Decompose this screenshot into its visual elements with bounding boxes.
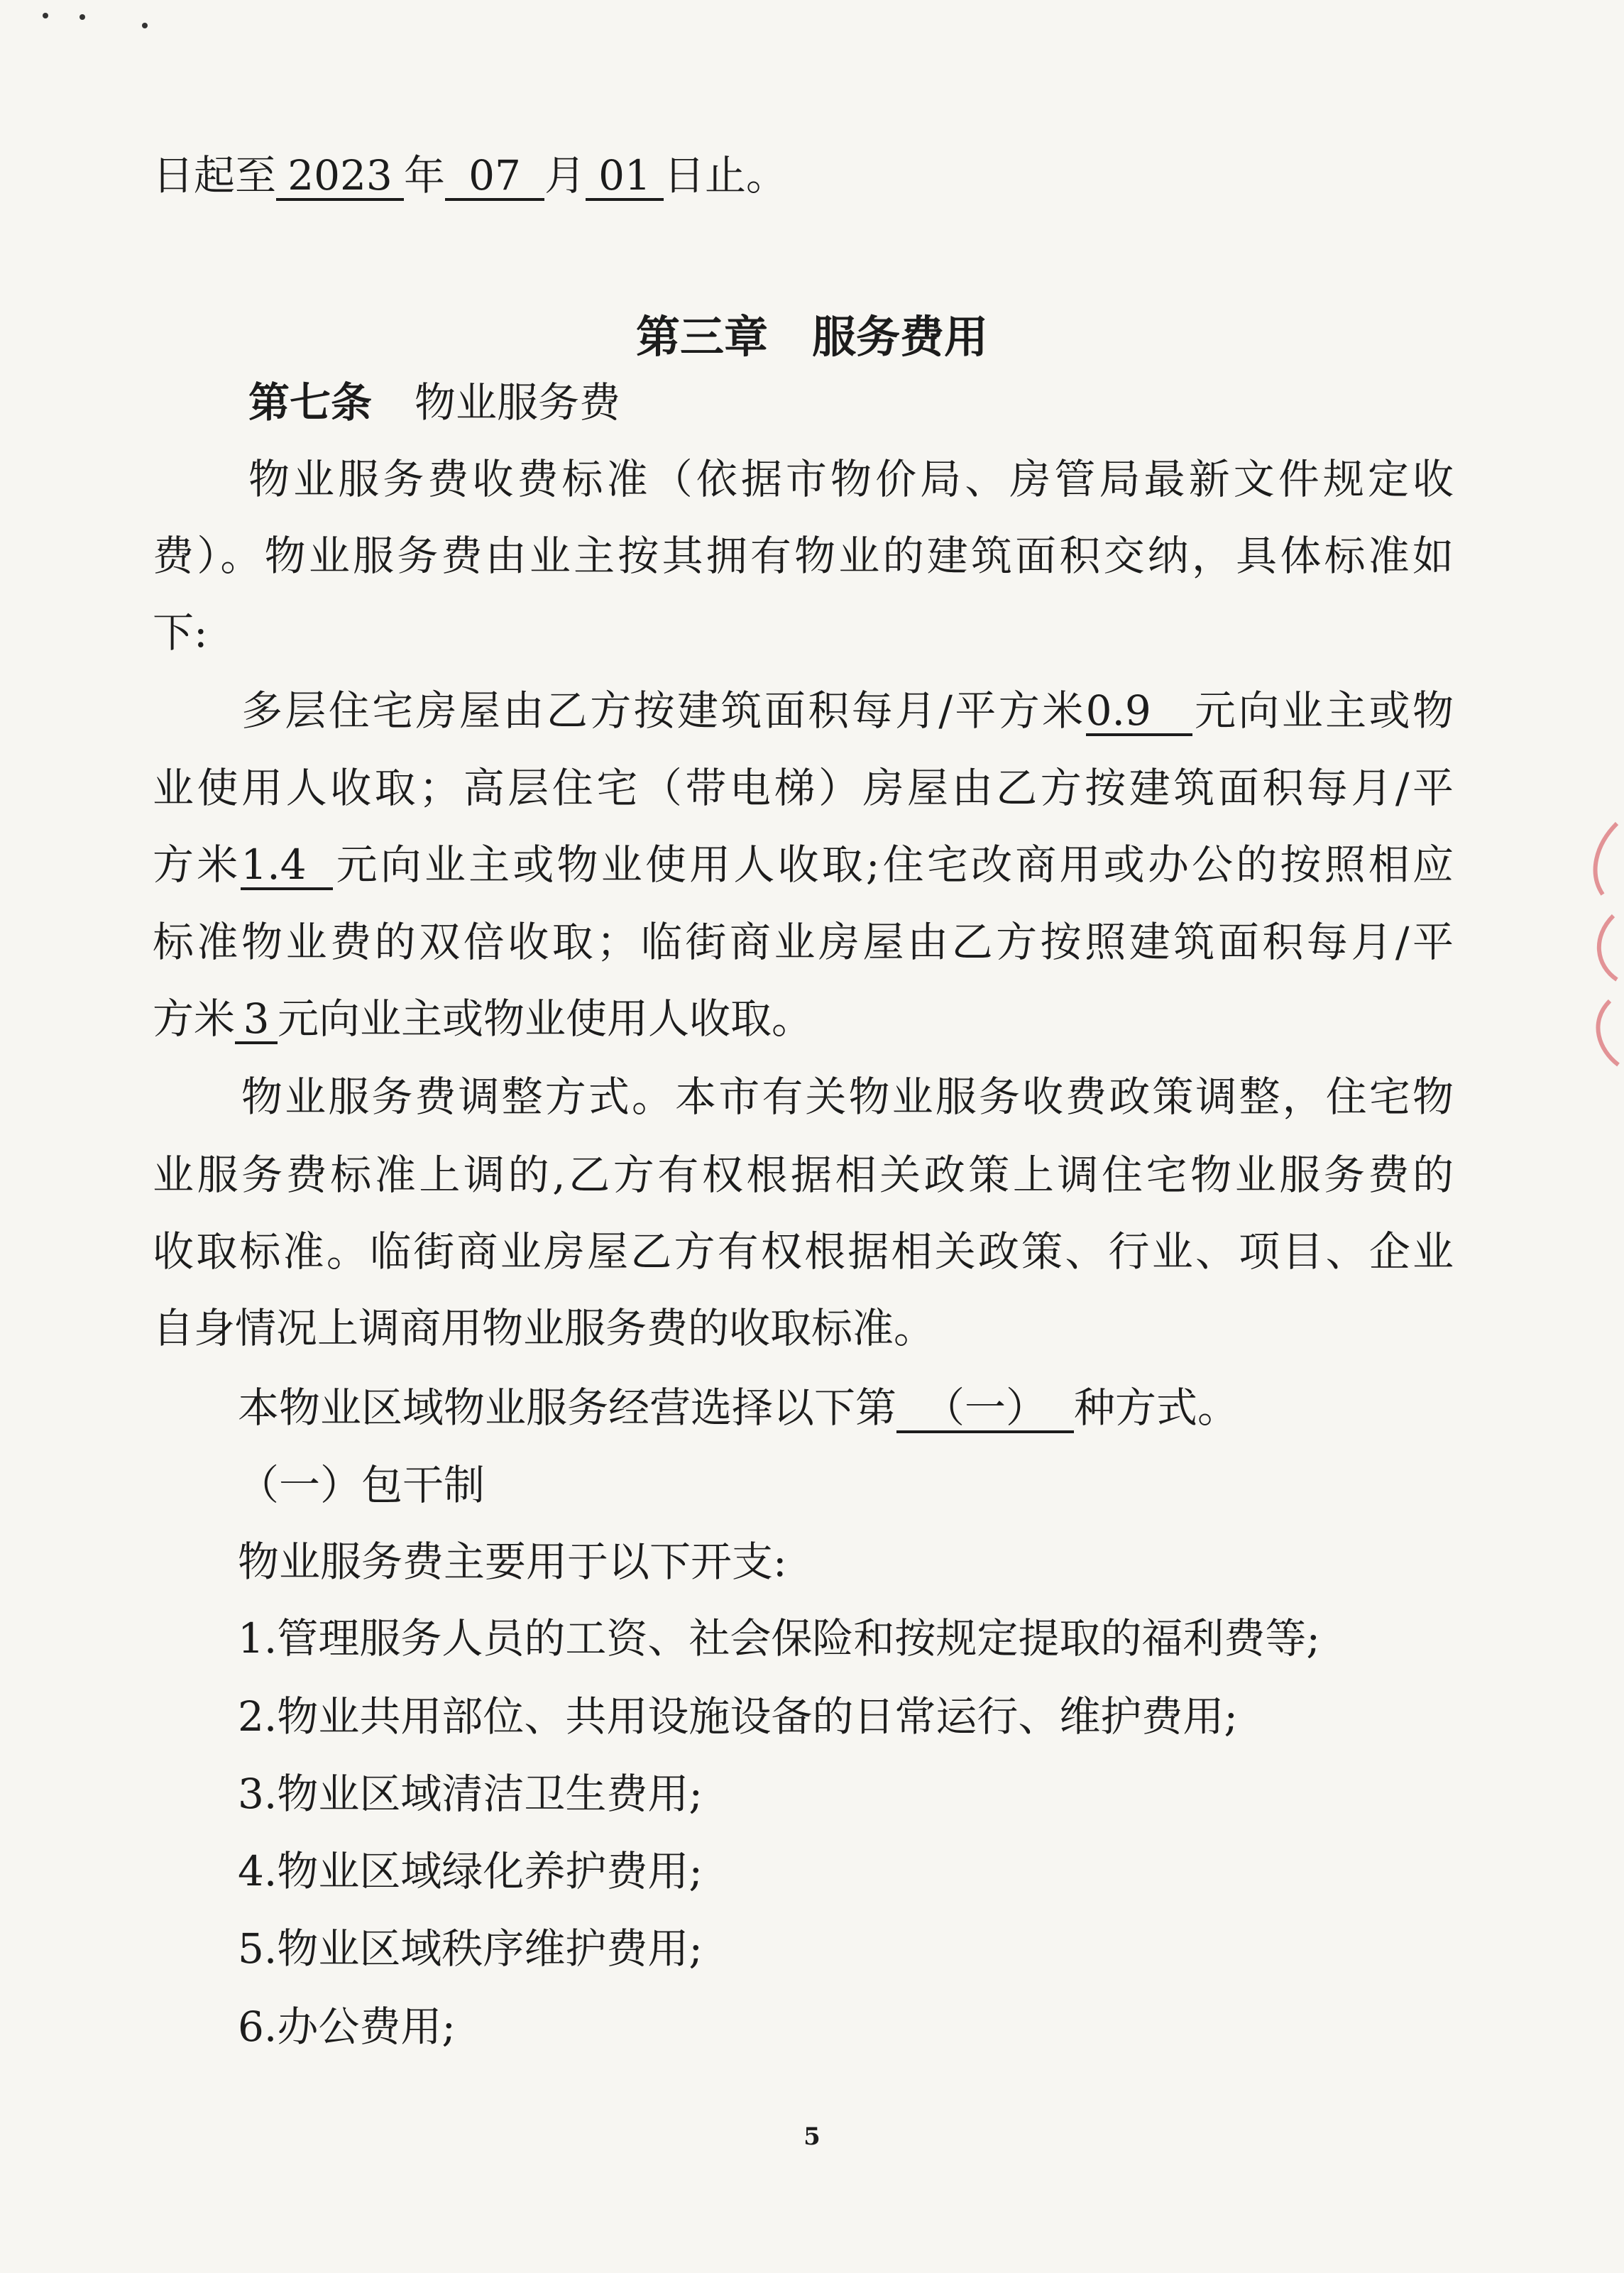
fee-text: 元向业主或物业使用人收取;住宅改商用或办公的按照相应 [333, 840, 1454, 889]
month-value: 07 [445, 153, 544, 201]
paragraph-line: 业服务费标准上调的,乙方有权根据相关政策上调住宅物业服务费的 [153, 1151, 1454, 1199]
paragraph-line: 业使用人收取；高层住宅（带电梯）房屋由乙方按建筑面积每月/平 [153, 764, 1454, 812]
fee-line-multistorey [241, 686, 1454, 736]
chapter-title: 第三章 服务费用 [635, 311, 988, 363]
year-value: 2023 [276, 153, 404, 201]
day-value: 01 [586, 153, 664, 201]
article-heading [248, 378, 1454, 427]
paragraph-line: 物业服务费收费标准（依据市物价局、房管局最新文件规定收 [248, 455, 1454, 503]
fee-commercial-value: 3 [235, 996, 278, 1044]
list-item: 6.办公费用; [238, 2003, 456, 2051]
scan-speck [79, 14, 85, 20]
month-label: 月 [544, 151, 586, 199]
fee-text: 多层住宅房屋由乙方按建筑面积每月/平方米 [241, 686, 1086, 735]
scan-speck [43, 13, 48, 18]
list-item: 4.物业区域绿化养护费用; [238, 1847, 703, 1895]
year-label: 年 [404, 151, 446, 199]
list-item: 3.物业区域清洁卫生费用; [238, 1770, 703, 1818]
section-heading: （一）包干制 [238, 1461, 485, 1509]
scan-speck [142, 23, 148, 28]
list-item: 1.管理服务人员的工资、社会保险和按规定提取的福利费等; [238, 1614, 1320, 1663]
date-suffix: 日止。 [664, 151, 788, 199]
seal-stamp-fragment [1574, 816, 1624, 1072]
paragraph-line: 标准物业费的双倍收取；临街商业房屋由乙方按照建筑面积每月/平 [153, 918, 1454, 966]
fee-highrise-value: 1.4 [241, 842, 333, 890]
fee-multistorey-value: 0.9 [1086, 688, 1192, 736]
mode-text: 种方式。 [1074, 1384, 1239, 1432]
page-number: 5 [803, 2123, 821, 2151]
date-line [153, 150, 1454, 201]
fee-text: 方米 [153, 995, 236, 1043]
list-item: 5.物业区域秩序维护费用; [238, 1924, 703, 1973]
paragraph-line: 自身情况上调商用物业服务费的收取标准。 [153, 1304, 936, 1352]
service-mode-line [238, 1383, 1454, 1433]
paragraph-line: 下: [153, 608, 208, 657]
service-mode-value: （一） [896, 1385, 1074, 1433]
fee-line-highrise [153, 840, 1454, 890]
fee-text: 元向业主或物业使用人收取。 [278, 995, 813, 1043]
article-number: 第七条 [248, 378, 373, 427]
fee-text: 方米 [153, 840, 241, 889]
paragraph-line: 物业服务费调整方式。本市有关物业服务收费政策调整，住宅物 [241, 1073, 1454, 1121]
list-item: 2.物业共用部位、共用设施设备的日常运行、维护费用; [238, 1692, 1238, 1741]
paragraph-line: 物业服务费主要用于以下开支: [238, 1538, 787, 1586]
mode-text: 本物业区域物业服务经营选择以下第 [238, 1384, 897, 1432]
fee-text: 元向业主或物 [1192, 686, 1454, 735]
article-name: 物业服务费 [415, 378, 621, 427]
paragraph-line: 收取标准。临街商业房屋乙方有权根据相关政策、行业、项目、企业 [153, 1227, 1454, 1276]
date-prefix: 日起至 [153, 151, 277, 199]
fee-line-commercial [153, 994, 1454, 1044]
paragraph-line: 费）。物业服务费由业主按其拥有物业的建筑面积交纳，具体标准如 [153, 532, 1454, 580]
